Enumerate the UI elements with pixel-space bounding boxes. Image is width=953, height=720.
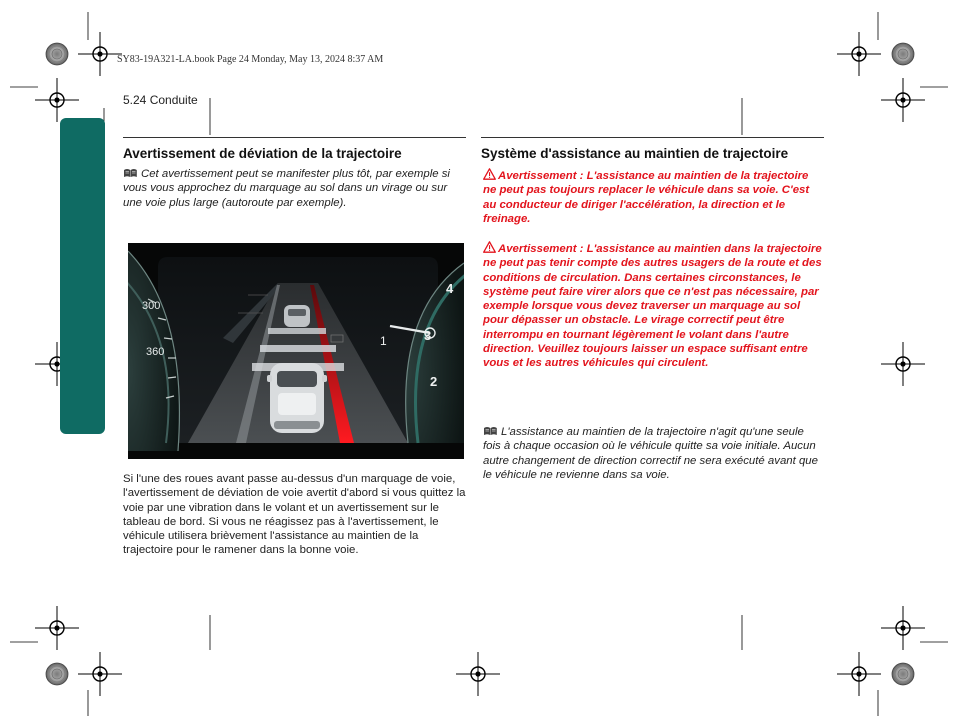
left-gauge-label-300: 300: [142, 300, 161, 312]
left-heading-rule: [123, 137, 466, 138]
instrument-cluster-figure: [128, 243, 464, 459]
registration-target-right-lower: [881, 606, 925, 650]
left-heading: Avertissement de déviation de la trajectoire: [123, 146, 402, 161]
registration-target-right-middle: [881, 342, 925, 386]
registration-dot-top-left: [46, 43, 68, 65]
registration-target-bottom-right: [837, 652, 881, 696]
warning-1-text: Avertissement : L'assistance au maintien de la trajectoire ne peut pas toujours replacer le véhicule dans sa voie. C'est au conducteur de diriger l'accélération, la direction et le freinage.: [483, 170, 810, 225]
left-gauge-label-360: 360: [146, 346, 165, 358]
registration-dot-top-right: [892, 43, 914, 65]
right-note-text: L'assistance au maintien de la trajectoire n'agit qu'une seule fois à chaque occasion où le véhicule quitte sa voie initiale. Aucun autre changement de direction correctif ne sera exécuté avant que le véhicule ne revienne dans sa voie.: [483, 426, 818, 481]
registration-target-bottom-center: [456, 652, 500, 696]
right-heading: Système d'assistance au maintien de trajectoire: [481, 146, 789, 161]
warning-triangle-icon: [483, 241, 496, 253]
registration-dot-bottom-right: [892, 663, 914, 685]
open-book-icon: [483, 426, 498, 436]
section-tab: [60, 118, 105, 434]
print-slug: SY83-19A321-LA.book Page 24 Monday, May 13, 2024 8:37 AM: [117, 54, 384, 65]
right-note: [483, 425, 823, 482]
registration-dot-bottom-left: [46, 663, 68, 685]
own-vehicle-icon: [267, 363, 327, 433]
left-note: [123, 167, 468, 210]
warning-1: [483, 168, 823, 226]
right-heading-rule: [481, 137, 824, 138]
left-note-text: Cet avertissement peut se manifester plus tôt, par exemple si vous vous approchez du marquage au sol dans un virage ou sur une voie plus large (autoroute par exemple).: [123, 168, 450, 209]
running-head: 5.24 Conduite: [123, 93, 198, 107]
registration-target-left-upper: [35, 78, 79, 122]
warning-2-text: Avertissement : L'assistance au maintien dans la trajectoire ne peut pas tenir compte des autres usagers de la route et des conditions de circulation. Dans certaines circonstances, le système peut faire virer alors que ce n'est pas nécessaire, par exemple lorsque vous devez traverser un marquage au sol pour dépasser un obstacle. Le virage correctif peut être interrompu en tournant légèrement le volant dans l'autre direction. Veuillez toujours laisser un espace suffisant entre vous et les autres véhicules qui circulent.: [483, 243, 822, 370]
registration-target-right-upper: [881, 78, 925, 122]
registration-target-top-left: [78, 32, 122, 76]
right-gauge-label-1: 1: [380, 334, 387, 348]
lead-vehicle-icon: [284, 305, 310, 327]
instrument-cluster-illustration: [128, 243, 464, 459]
right-gauge-label-2: 2: [430, 374, 438, 389]
right-gauge-label-3: 3: [424, 328, 432, 343]
right-gauge-label-4: 4: [446, 281, 454, 296]
warning-2: [483, 241, 823, 371]
registration-target-bottom-left: [78, 652, 122, 696]
warning-triangle-icon: [483, 168, 496, 180]
registration-target-left-lower: [35, 606, 79, 650]
registration-target-top-right: [837, 32, 881, 76]
left-body: Si l'une des roues avant passe au-dessus d'un marquage de voie, l'avertissement de déviation de voie avertit d'abord si vous quittez la voie par une vibration dans le volant et un avertissement sur le tableau de bord. Si vous ne réagissez pas à l'avertissement, le véhicule utilisera brièvement l'assistance au maintien de la trajectoire pour le ramener dans la bonne voie.: [123, 473, 466, 557]
open-book-icon: [123, 168, 138, 178]
